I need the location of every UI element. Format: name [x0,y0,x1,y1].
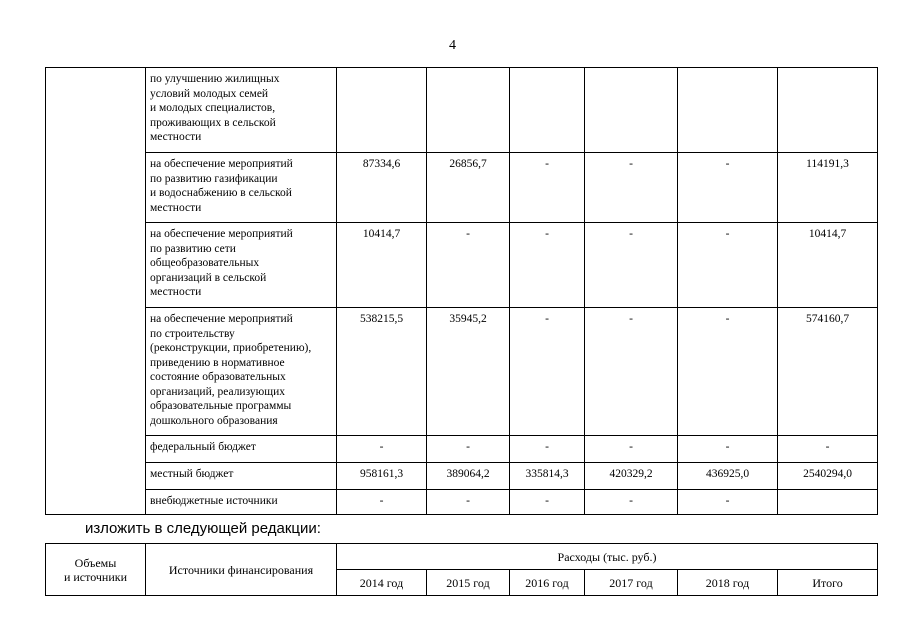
value-2018: - [678,490,778,515]
value-2014 [337,68,427,153]
table-row [46,68,878,153]
amendment-phrase: изложить в следующей редакции: [85,520,321,537]
value-2018 [678,68,778,153]
row-description: по улучшению жилищных условий молодых семей и молодых специалистов, проживающих в сельской местности [146,68,337,153]
table-row [46,490,878,515]
year-header: 2017 год [585,570,678,596]
row-description: на обеспечение мероприятий по развитию газификации и водоснабжению в сельской местности [146,153,337,223]
table-row [46,223,878,308]
value-2015: - [427,223,510,308]
value-2016: - [510,436,585,463]
value-2017 [585,68,678,153]
value-2016: - [510,223,585,308]
value-2015: 26856,7 [427,153,510,223]
value-2018: - [678,153,778,223]
table-row [46,463,878,490]
table-row [46,308,878,436]
value-total [778,68,878,153]
year-header: 2015 год [427,570,510,596]
row-description: местный бюджет [146,463,337,490]
value-2014: - [337,436,427,463]
value-2018: - [678,308,778,436]
row-description: на обеспечение мероприятий по развитию сети общеобразовательных организаций в сельской местности [146,223,337,308]
value-2014: 958161,3 [337,463,427,490]
value-2014: 87334,6 [337,153,427,223]
row-description: внебюджетные источники [146,490,337,515]
year-header: 2018 год [678,570,778,596]
value-2017: - [585,223,678,308]
value-2015 [427,68,510,153]
value-2016: - [510,490,585,515]
page-number: 4 [449,38,456,53]
value-2017: - [585,153,678,223]
value-2016: - [510,153,585,223]
value-2016: - [510,308,585,436]
value-2018: - [678,223,778,308]
value-total: 114191,3 [778,153,878,223]
merged-left-cell [46,68,146,515]
header-row [46,544,878,570]
sources-header: Источники финансирования [146,544,337,596]
value-total [778,490,878,515]
expenses-header: Расходы (тыс. руб.) [337,544,878,570]
funding-table [45,67,878,515]
value-2018: 436925,0 [678,463,778,490]
header-table [45,543,878,596]
year-header: 2014 год [337,570,427,596]
table-row [46,153,878,223]
value-total: 10414,7 [778,223,878,308]
year-header: 2016 год [510,570,585,596]
value-2017: - [585,436,678,463]
value-2017: - [585,490,678,515]
value-total: 574160,7 [778,308,878,436]
value-2018: - [678,436,778,463]
row-description: федеральный бюджет [146,436,337,463]
volumes-header: Объемы и источники [46,544,146,596]
value-2016 [510,68,585,153]
value-2015: 35945,2 [427,308,510,436]
value-2014: 10414,7 [337,223,427,308]
value-total: - [778,436,878,463]
value-2015: - [427,436,510,463]
value-total: 2540294,0 [778,463,878,490]
table-row [46,436,878,463]
value-2014: - [337,490,427,515]
value-2016: 335814,3 [510,463,585,490]
value-2015: 389064,2 [427,463,510,490]
row-description: на обеспечение мероприятий по строительству (реконструкции, приобретению), приведению в нормативное состояние образовательных организаций, реализующих образовательные программы дошкольного образования [146,308,337,436]
value-2015: - [427,490,510,515]
total-header: Итого [778,570,878,596]
value-2017: - [585,308,678,436]
value-2017: 420329,2 [585,463,678,490]
value-2014: 538215,5 [337,308,427,436]
